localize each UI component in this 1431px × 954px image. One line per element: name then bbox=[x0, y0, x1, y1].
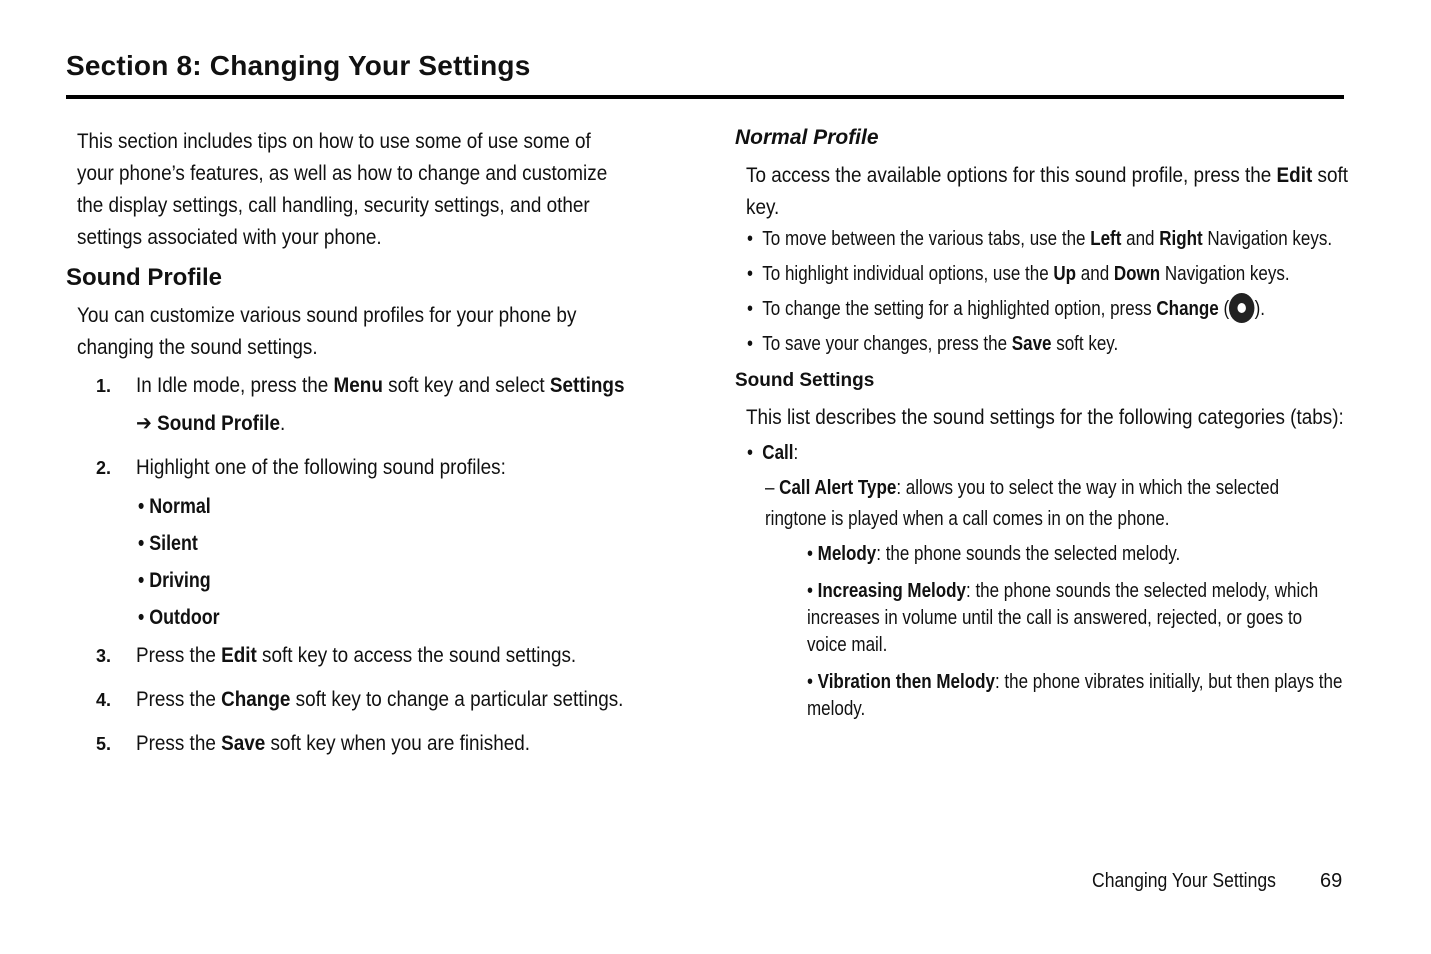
list-item: • Driving bbox=[138, 562, 595, 599]
arrow-icon: ➔ bbox=[136, 412, 152, 435]
list-item: • Normal bbox=[138, 488, 595, 525]
step-number: 2. bbox=[96, 458, 112, 478]
list-item: • To change the setting for a highlighted option, press Change ( ). bbox=[747, 294, 1342, 325]
call-item: • Call: bbox=[747, 442, 799, 464]
profile-list bbox=[66, 488, 676, 636]
sound-settings-heading: Sound Settings bbox=[735, 370, 875, 391]
step-number: 1. bbox=[96, 376, 112, 396]
list-item: • Melody: the phone sounds the selected melody. bbox=[807, 543, 1181, 565]
call-alert-type-item: – Call Alert Type: allows you to select the way in which the selected ringtone is played when a call comes in on the phone. bbox=[765, 477, 1280, 530]
page-number: 69 bbox=[1320, 870, 1343, 892]
step-number: 5. bbox=[96, 734, 112, 754]
normal-profile-heading: Normal Profile bbox=[735, 126, 879, 149]
list-item: • To move between the various tabs, use the Left and Right Navigation keys. bbox=[747, 228, 1333, 250]
dash-marker: – bbox=[765, 477, 775, 499]
left-column bbox=[66, 126, 676, 772]
list-item: • Outdoor bbox=[138, 599, 595, 636]
title-rule bbox=[66, 95, 1344, 99]
center-select-key-icon bbox=[1229, 293, 1255, 323]
step-4: 4. Press the Change soft key to change a particular settings. bbox=[66, 684, 676, 716]
footer-section-title: Changing Your Settings bbox=[1092, 870, 1276, 892]
list-item: • Vibration then Melody: the phone vibrates initially, but then plays the melody. bbox=[807, 671, 1343, 720]
step-number: 4. bbox=[96, 690, 112, 710]
list-item: • To save your changes, press the Save soft key. bbox=[747, 333, 1119, 355]
list-item: • To highlight individual options, use the Up and Down Navigation keys. bbox=[747, 263, 1290, 285]
step-5: 5. Press the Save soft key when you are finished. bbox=[66, 728, 676, 760]
intro-paragraph: This section includes tips on how to use some of use some of your phone’s features, as well as how to change and customize the display settings, call handling, security settings, and other settings associated with your phone. bbox=[77, 130, 608, 249]
page-title: Section 8: Changing Your Settings bbox=[66, 50, 531, 81]
right-column bbox=[735, 126, 1350, 733]
step-number: 3. bbox=[96, 646, 112, 666]
step-3: 3. Press the Edit soft key to access the sound settings. bbox=[66, 640, 676, 672]
step-1: 1. In Idle mode, press the Menu soft key and select Settings ➔ Sound Profile. bbox=[66, 370, 676, 440]
sound-profile-heading: Sound Profile bbox=[66, 264, 222, 291]
step-2: 2. Highlight one of the following sound profiles: bbox=[66, 452, 676, 484]
normal-profile-description: To access the available options for this sound profile, press the Edit soft key. bbox=[746, 164, 1348, 219]
sound-profile-description: You can customize various sound profiles for your phone by changing the sound settings. bbox=[77, 304, 577, 359]
list-item: • Silent bbox=[138, 525, 595, 562]
sound-settings-description: This list describes the sound settings for the following categories (tabs): bbox=[746, 406, 1344, 429]
list-item: • Increasing Melody: the phone sounds the selected melody, which increases in volume until the call is answered, rejected, or goes to voice mail. bbox=[807, 580, 1319, 656]
